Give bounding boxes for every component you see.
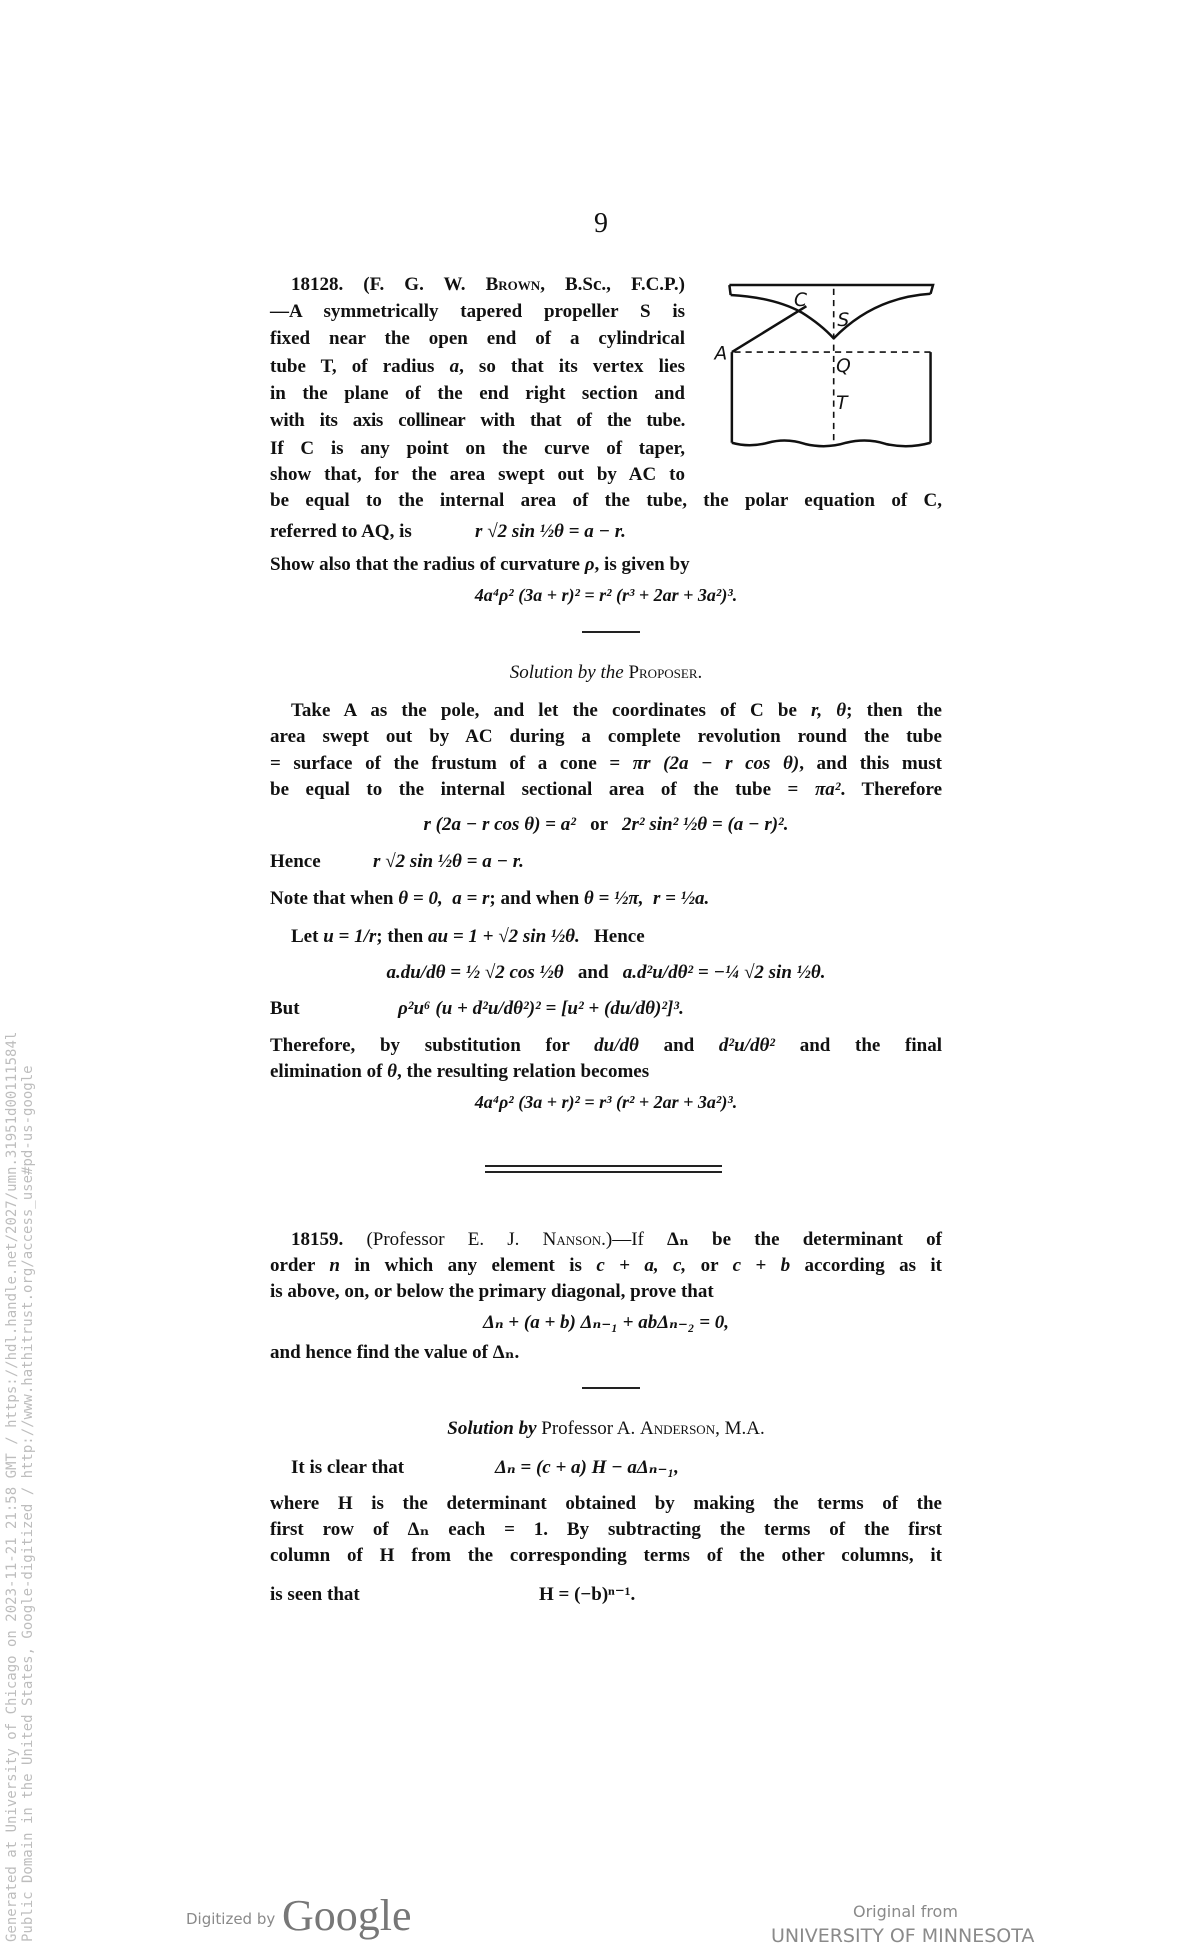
label-a: A xyxy=(714,343,728,365)
formula xyxy=(270,959,942,986)
solution-line: area swept out by AC during a complete revolution round the tube xyxy=(270,726,942,747)
solution-line: first row of Δₙ each = 1. By subtracting the terms of the first xyxy=(270,1519,942,1540)
section-divider xyxy=(582,631,640,633)
text: (F. G. W. xyxy=(343,274,486,295)
solution-line xyxy=(270,885,942,912)
label-s: S xyxy=(837,310,850,332)
formula: r √2 sin ½θ = a − r. xyxy=(475,521,626,542)
math: πa² xyxy=(814,779,841,800)
text: Professor A. xyxy=(536,1418,640,1439)
problem-line: in the plane of the end right section and xyxy=(270,383,685,404)
math: au = 1 + √2 sin ½θ. xyxy=(428,926,580,947)
text: = surface of the frustum of a cone = xyxy=(270,753,633,774)
label-q: Q xyxy=(836,355,851,377)
tube-walls xyxy=(732,352,931,443)
math: n xyxy=(329,1255,340,1276)
propeller-top-edge xyxy=(729,285,933,295)
problem-line: fixed near the open end of a cylindrical xyxy=(270,328,685,349)
math: πr (2a − r cos θ) xyxy=(632,753,800,774)
text: be equal to the internal sectional area of the tube = xyxy=(270,779,815,800)
solution-line xyxy=(270,776,942,803)
section-divider xyxy=(582,1387,640,1389)
text: referred to AQ, is xyxy=(270,521,412,542)
text: , M.A. xyxy=(715,1418,765,1439)
text: , the resulting relation becomes xyxy=(397,1061,650,1082)
math: a.d²u/dθ² = −¼ √2 sin ½θ. xyxy=(622,962,826,983)
taper-curve-left xyxy=(731,295,834,338)
math: a.du/dθ = ½ √2 cos ½θ xyxy=(386,962,564,983)
watermark-public-domain: Public Domain in the United States, Google-digitized / http://www.hathitrust.org/access_use#pd-us-google xyxy=(20,1065,36,1942)
text: or xyxy=(575,814,623,835)
double-rule-bottom xyxy=(485,1171,722,1173)
formula: ρ²u⁶ (u + d²u/dθ²)² = [u² + (du/dθ)²]³. xyxy=(398,998,684,1019)
text: Show also that the radius of curvature xyxy=(270,554,585,575)
solution-line xyxy=(291,923,942,950)
text: be the determinant of xyxy=(688,1229,942,1250)
math: c + a, c, xyxy=(596,1255,687,1276)
solution-line xyxy=(270,995,942,1022)
math: r, θ xyxy=(811,700,847,721)
text: or xyxy=(686,1255,733,1276)
problem-line: If C is any point on the curve of taper, xyxy=(270,438,685,459)
solution-line xyxy=(291,1454,942,1481)
math: u = 1/r xyxy=(323,926,377,947)
text: , so that its vertex lies xyxy=(459,356,685,377)
label-t: T xyxy=(836,393,848,415)
text: (Professor E. J. xyxy=(343,1229,543,1250)
problem-line xyxy=(270,518,942,545)
text: , is given by xyxy=(594,554,690,575)
text: order xyxy=(270,1255,330,1276)
problem-line: show that, for the area swept out by AC to xyxy=(270,464,685,485)
text: , B.Sc., F.C.P.) xyxy=(540,274,685,295)
original-from-label: Original from xyxy=(853,1902,958,1921)
text: . Therefore xyxy=(840,779,943,800)
author-name: Anderson xyxy=(639,1418,716,1439)
author-name: Proposer. xyxy=(623,662,703,683)
solution-line: column of H from the corresponding terms of the other columns, it xyxy=(270,1545,942,1566)
problem-line xyxy=(291,1226,942,1253)
math: a xyxy=(449,356,460,377)
text: Hence xyxy=(270,851,321,872)
problem-line: —A symmetrically tapered propeller S is xyxy=(270,301,685,322)
solution-line xyxy=(270,1581,942,1608)
text: ; then the xyxy=(846,700,942,721)
text: is seen that xyxy=(270,1584,360,1605)
solution-line xyxy=(270,750,942,777)
line-ac xyxy=(732,306,807,352)
propeller-tube-diagram xyxy=(712,276,938,458)
text: tube T, of radius xyxy=(270,356,450,377)
math: θ = ½π, r = ½a. xyxy=(583,888,710,909)
solution-heading xyxy=(270,1415,942,1442)
formula: 4a⁴ρ² (3a + r)² = r³ (r² + 2ar + 3a²)³. xyxy=(474,1092,738,1112)
text: Take A as the pole, and let the coordinates of C be xyxy=(291,700,812,721)
math: θ = 0, a = r xyxy=(398,888,490,909)
problem-number: 18159. xyxy=(291,1229,344,1250)
digitized-by-label: Digitized by xyxy=(186,1910,276,1928)
math: c + b xyxy=(732,1255,791,1276)
author-name: Brown xyxy=(485,274,541,295)
text: ; then xyxy=(376,926,428,947)
math: d²u/dθ² xyxy=(718,1035,776,1056)
page-number: 9 xyxy=(594,208,608,239)
solution-line xyxy=(291,697,942,724)
formula: r √2 sin ½θ = a − r. xyxy=(373,851,524,872)
text: Let xyxy=(291,926,324,947)
text: , and this must xyxy=(799,753,942,774)
solution-heading xyxy=(270,659,942,686)
text: ; and when xyxy=(489,888,584,909)
text: Therefore, by substitution for xyxy=(270,1035,595,1056)
problem-line: with its axis collinear with that of the tube. xyxy=(270,410,685,431)
math: θ xyxy=(387,1061,398,1082)
solution-line xyxy=(270,848,942,875)
problem-line: and hence find the value of Δₙ. xyxy=(270,1342,520,1363)
formula xyxy=(270,811,942,838)
math: ρ xyxy=(584,554,595,575)
problem-line: is above, on, or below the primary diagonal, prove that xyxy=(270,1281,714,1302)
problem-line: be equal to the internal area of the tube, the polar equation of C, xyxy=(270,490,942,511)
text: It is clear that xyxy=(291,1457,405,1478)
formula: Δₙ + (a + b) Δₙ₋₁ + abΔₙ₋₂ = 0, xyxy=(482,1312,730,1333)
text: Note that when xyxy=(270,888,399,909)
double-rule-top xyxy=(485,1165,722,1167)
problem-line xyxy=(291,271,685,298)
text: and xyxy=(563,962,623,983)
formula: Δₙ = (c + a) H − aΔₙ₋₁, xyxy=(495,1457,679,1478)
text: according as it xyxy=(790,1255,942,1276)
problem-line xyxy=(270,353,685,380)
math: r (2a − r cos θ) = a² xyxy=(423,814,576,835)
text: Hence xyxy=(579,926,645,947)
solution-line xyxy=(270,1032,942,1059)
formula: 4a⁴ρ² (3a + r)² = r² (r³ + 2ar + 3a²)³. xyxy=(474,585,738,605)
watermark-generated: Generated at University of Chicago on 2023-11-21 21:58 GMT / https://hdl.handle.net/2027/umn.31951d00111584l xyxy=(4,1031,20,1942)
math: Δₙ xyxy=(667,1229,689,1250)
tube-broken-end xyxy=(732,441,931,447)
label-c: C xyxy=(793,290,807,312)
text: Solution by xyxy=(447,1418,537,1439)
math: du/dθ xyxy=(594,1035,639,1056)
problem-line xyxy=(270,551,942,578)
problem-number: 18128. xyxy=(291,274,344,295)
text: and xyxy=(638,1035,719,1056)
text: .)—If xyxy=(601,1229,668,1250)
text: and the final xyxy=(775,1035,943,1056)
institution-name: UNIVERSITY OF MINNESOTA xyxy=(771,1925,1035,1947)
text: in which any element is xyxy=(340,1255,597,1276)
problem-line xyxy=(270,1252,942,1279)
text: elimination of xyxy=(270,1061,388,1082)
solution-line xyxy=(270,1058,942,1085)
text: Solution by the xyxy=(509,662,624,683)
text: But xyxy=(270,998,300,1019)
author-name: Nanson xyxy=(542,1229,602,1250)
math: 2r² sin² ½θ = (a − r)². xyxy=(622,814,789,835)
google-logo: Google xyxy=(282,1891,412,1940)
formula: H = (−b)ⁿ⁻¹. xyxy=(539,1584,636,1605)
solution-line: where H is the determinant obtained by making the terms of the xyxy=(270,1493,942,1514)
